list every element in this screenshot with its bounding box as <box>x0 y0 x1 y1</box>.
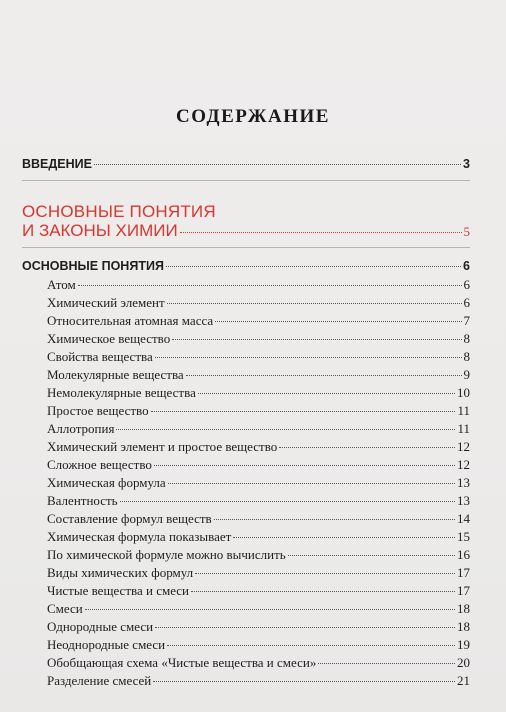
toc-item-page: 17 <box>457 583 470 598</box>
toc-item[interactable] <box>47 439 470 455</box>
toc-item-label: Химическое вещество <box>47 331 171 346</box>
toc-item-label: Свойства вещества <box>47 349 153 364</box>
toc-item[interactable] <box>47 349 470 365</box>
toc-item[interactable] <box>47 583 470 599</box>
toc-item[interactable] <box>47 529 470 545</box>
toc-item-label: Обобщающая схема «Чистые вещества и смеси» <box>47 655 317 670</box>
toc-item-page: 20 <box>457 655 470 670</box>
dot-leader <box>191 591 455 592</box>
toc-item-page: 14 <box>457 511 470 526</box>
toc-item-label: Химическая формула <box>47 475 166 490</box>
toc-entry-label: ВВЕДЕНИЕ <box>22 157 92 171</box>
toc-item-label: Атом <box>47 277 76 292</box>
toc-item-page: 15 <box>457 529 470 544</box>
toc-item[interactable] <box>47 655 470 671</box>
dot-leader <box>168 483 455 484</box>
toc-item[interactable] <box>47 673 470 689</box>
toc-item-page: 6 <box>463 277 470 292</box>
dot-leader <box>172 339 461 340</box>
toc-item-label: Относительная атомная масса <box>47 313 214 328</box>
dot-leader <box>78 285 462 286</box>
dot-leader <box>167 645 455 646</box>
toc-item-page: 8 <box>463 349 470 364</box>
dot-leader <box>186 375 462 376</box>
dot-leader <box>153 681 455 682</box>
toc-item-page: 18 <box>457 601 470 616</box>
dot-leader <box>151 411 456 412</box>
toc-item-page: 10 <box>457 385 470 400</box>
dot-leader <box>279 447 455 448</box>
dot-leader <box>116 429 455 430</box>
toc-item-label: Простое вещество <box>47 403 149 418</box>
toc-item-label: Химическая формула показывает <box>47 529 232 544</box>
toc-item-label: Чистые вещества и смеси <box>47 583 190 598</box>
dot-leader <box>154 465 455 466</box>
divider <box>22 180 470 181</box>
toc-item-label: Смеси <box>47 601 83 616</box>
dot-leader <box>155 627 455 628</box>
toc-item[interactable] <box>47 277 470 293</box>
toc-item-label: Валентность <box>47 493 118 508</box>
toc-item-page: 16 <box>457 547 470 562</box>
toc-entry-page: 3 <box>463 157 470 171</box>
toc-entry-part[interactable] <box>22 221 470 241</box>
toc-item-page: 12 <box>457 439 470 454</box>
toc-item-label: По химической формуле можно вычислить <box>47 547 286 562</box>
toc-entry-page: 5 <box>463 224 470 239</box>
toc-item[interactable] <box>47 637 470 653</box>
part-heading-line1: ОСНОВНЫЕ ПОНЯТИЯ <box>22 202 216 221</box>
toc-item-page: 13 <box>457 493 470 508</box>
toc-item-page: 19 <box>457 637 470 652</box>
toc-item-label: Аллотропия <box>47 421 115 436</box>
toc-item-label: Немолекулярные вещества <box>47 385 196 400</box>
toc-item-label: Молекулярные вещества <box>47 367 184 382</box>
toc-item-page: 17 <box>457 565 470 580</box>
toc-item[interactable] <box>47 511 470 527</box>
toc-item-page: 9 <box>463 367 470 382</box>
dot-leader <box>85 609 455 610</box>
toc-item-label: Химический элемент и простое вещество <box>47 439 278 454</box>
toc-item-label: Однородные смеси <box>47 619 154 634</box>
dot-leader <box>120 501 455 502</box>
toc-item-label: Виды химических формул <box>47 565 194 580</box>
toc-item[interactable] <box>47 331 470 347</box>
toc-item[interactable] <box>47 547 470 563</box>
dot-leader <box>288 555 455 556</box>
dot-leader <box>166 266 461 267</box>
dot-leader <box>94 164 461 165</box>
toc-entry-intro[interactable] <box>22 157 470 171</box>
toc-item[interactable] <box>47 619 470 635</box>
toc-item-label: Разделение смесей <box>47 673 152 688</box>
toc-item-label: Составление формул веществ <box>47 511 212 526</box>
toc-item[interactable] <box>47 457 470 473</box>
toc-item-label: Химический элемент <box>47 295 165 310</box>
toc-entry-label: ОСНОВНЫЕ ПОНЯТИЯ <box>22 259 164 273</box>
part-heading-line2: И ЗАКОНЫ ХИМИИ <box>22 221 178 240</box>
toc-item[interactable] <box>47 421 470 437</box>
toc-item[interactable] <box>47 385 470 401</box>
dot-leader <box>180 232 462 233</box>
dot-leader <box>318 663 455 664</box>
dot-leader <box>233 537 455 538</box>
dot-leader <box>215 321 461 322</box>
page-title: СОДЕРЖАНИЕ <box>176 106 330 127</box>
toc-item-page: 18 <box>457 619 470 634</box>
toc-item-page: 6 <box>463 295 470 310</box>
toc-item[interactable] <box>47 313 470 329</box>
toc-item-page: 13 <box>457 475 470 490</box>
dot-leader <box>198 393 455 394</box>
toc-item-page: 11 <box>457 403 470 418</box>
toc-item-page: 8 <box>463 331 470 346</box>
toc-item-page: 12 <box>457 457 470 472</box>
toc-item-label: Сложное вещество <box>47 457 152 472</box>
dot-leader <box>155 357 462 358</box>
toc-item-page: 21 <box>457 673 470 688</box>
toc-entry-page: 6 <box>463 259 470 273</box>
toc-item[interactable] <box>47 367 470 383</box>
toc-item-page: 7 <box>463 313 470 328</box>
dot-leader <box>195 573 455 574</box>
toc-item-page: 11 <box>457 421 470 436</box>
toc-item-label: Неоднородные смеси <box>47 637 166 652</box>
dot-leader <box>167 303 462 304</box>
toc-entry-section[interactable] <box>22 259 470 273</box>
toc-item[interactable] <box>47 295 470 311</box>
divider <box>22 247 470 248</box>
toc-item[interactable] <box>47 493 470 509</box>
toc-item[interactable] <box>47 403 470 419</box>
toc-item[interactable] <box>47 601 470 617</box>
toc-item[interactable] <box>47 565 470 581</box>
dot-leader <box>214 519 455 520</box>
toc-item[interactable] <box>47 475 470 491</box>
